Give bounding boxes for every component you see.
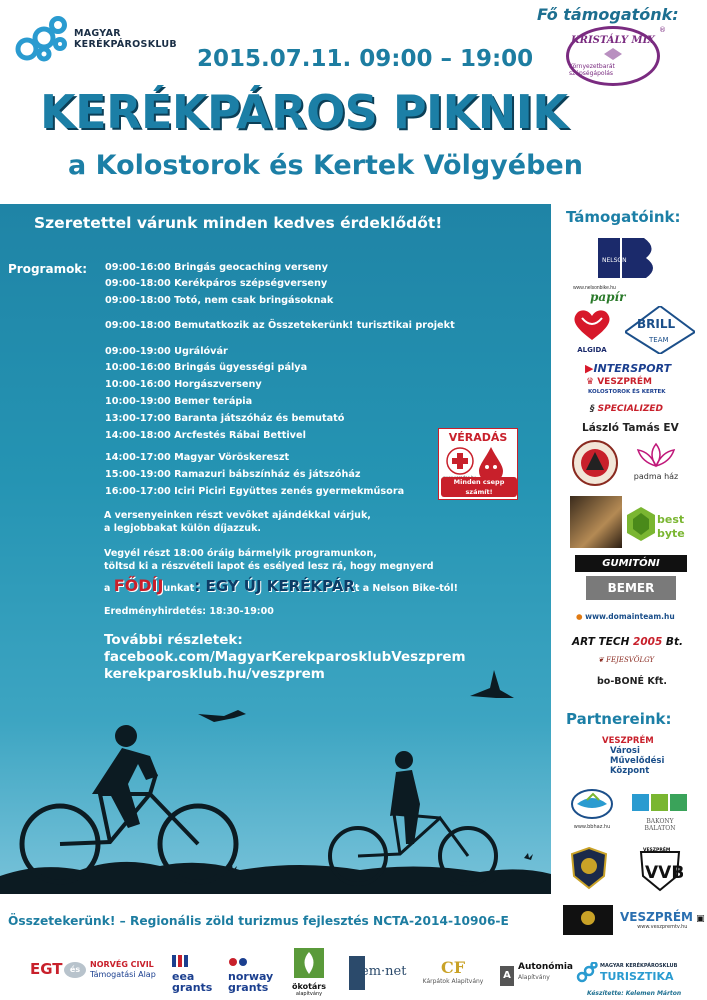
cyclists-silhouette	[0, 644, 551, 894]
more-info: További részletek: facebook.com/MagyarKerekparosklubVeszprem kerekparosklub.hu/veszprem	[104, 632, 466, 682]
crystal-icon	[604, 48, 622, 60]
program-panel	[0, 204, 551, 894]
program-item: 15:00-19:00 Ramazuri bábszínház és játszóház	[105, 469, 361, 480]
kristaly-mix-logo	[566, 26, 666, 86]
program-item: 09:00-18:00 Kerékpáros szépségverseny	[105, 278, 328, 289]
crown-icon: ♛	[586, 377, 598, 387]
veszprem-kolostor-sub: KOLOSTOROK ÉS KERTEK	[588, 389, 666, 395]
es-badge: és	[64, 962, 86, 978]
program-item: 16:00-17:00 Iciri Piciri Együttes zenés gyermekműsora	[105, 486, 405, 497]
website-link: kerekparosklub.hu/veszprem	[104, 666, 325, 682]
veszprem-kolostor-logo: ♛ VESZPRÉM	[586, 377, 652, 387]
sponsors-label: Támogatóink:	[566, 208, 681, 226]
partners-label: Partnereink:	[566, 710, 672, 728]
event-date: 2015.07.11. 09:00 – 19:00	[197, 46, 534, 72]
bo-bone-kft: bo-BONÉ Kft.	[597, 676, 667, 687]
main-prize-label: FŐDÍJ	[113, 576, 164, 595]
algida-logo: ALGIDA	[568, 308, 616, 352]
art-tech-logo: ART TECH 2005 Bt.	[572, 636, 683, 648]
police-badge-logo	[570, 846, 608, 890]
butterfly-icon	[524, 853, 533, 860]
vmk-logo: VESZPRÉM Városi Művelődési Központ	[602, 736, 665, 776]
egt-logo: EGT	[30, 960, 63, 978]
eea-grants-logo: eea grants	[172, 952, 222, 992]
svg-text:BRILL: BRILL	[637, 317, 676, 331]
veszprem-tv-logo: VESZPRÉM ▣ www.veszpremtv.hu	[620, 910, 705, 930]
s-icon: §	[590, 404, 598, 414]
globe-icon: ●	[576, 612, 586, 621]
program-item: 14:00-17:00 Magyar Vöröskereszt	[105, 452, 290, 463]
program-item: 10:00-16:00 Bringás ügyességi pálya	[105, 362, 308, 373]
svg-text:NELSON: NELSON	[602, 257, 627, 264]
mk-turisztika-logo: MAGYAR KERÉKPÁROSKLUB TURISZTIKA	[576, 960, 702, 986]
padma-haz-logo: padma ház	[626, 442, 686, 488]
emnet-logo: em·net	[349, 956, 409, 990]
tv-icon: ▣	[693, 914, 705, 924]
program-item: 10:00-16:00 Horgászverseny	[105, 379, 262, 390]
program-item: 13:00-17:00 Baranta játszóház és bemutató	[105, 413, 345, 424]
program-item: 09:00-18:00 Totó, nem csak bringásoknak	[105, 295, 334, 306]
svg-text:byte: byte	[657, 527, 685, 540]
vvb-logo: VVB VESZPRÉM	[637, 846, 683, 892]
radio-logo	[563, 905, 613, 935]
welcome-text: Szeretettel várunk minden kedves érdeklődőt!	[34, 214, 443, 232]
nelson-logo	[598, 238, 660, 286]
main-sponsor-label: Fő támogatónk:	[537, 5, 679, 24]
facebook-link: facebook.com/MagyarKerekparosklubVeszprem	[104, 649, 466, 665]
svg-text:VVB: VVB	[645, 863, 683, 883]
club-name: MAGYAR KERÉKPÁROSKLUB	[74, 28, 177, 50]
main-prize-item: EGY ÚJ KERÉKPÁR	[205, 577, 355, 595]
specialized-logo: § SPECIALIZED	[590, 404, 664, 414]
cf-mark: CF	[440, 958, 466, 977]
program-item: 09:00-19:00 Ugrálóvár	[105, 346, 228, 357]
bbhaz-logo: www.bbhaz.hu	[566, 786, 618, 834]
flag-icon: ▶	[585, 362, 594, 375]
bakony-balaton-logo: BAKONY BALATON	[632, 794, 688, 834]
page-subtitle: a Kolostorok és Kertek Völgyében	[68, 150, 583, 181]
veradas-title: VÉRADÁS	[448, 431, 508, 444]
svg-text:best: best	[657, 513, 685, 526]
participation-note: Vegyél részt 18:00 óráig bármelyik programunkon, töltsd ki a részvételi lapot és esélyed lesz rá, hogy megnyerd	[104, 548, 434, 572]
papir-logo: papír	[590, 290, 626, 304]
autonomia-logo: A Autonómia Alapítvány	[500, 960, 570, 990]
kristaly-mix-tagline: Környezetbarát szépségápolás	[569, 63, 615, 77]
okotars-logo: ökotárs alapítvány	[291, 948, 327, 996]
gumitoni-logo: GUMITÓNI	[575, 555, 687, 572]
a-mark: A	[500, 966, 514, 986]
veradas-slogan: Minden csepp számít!	[441, 477, 517, 497]
club-circles-icon	[14, 16, 68, 62]
domainteam-logo: ● www.domainteam.hu	[576, 612, 675, 621]
competition-note: A versenyeinken részt vevőket ajándékkal várjuk, a legjobbakat külön díjazzuk.	[104, 510, 371, 534]
norveg-civil-logo: NORVÉG CIVIL Támogatási Alap	[90, 960, 156, 979]
page-title: KERÉKPÁROS PIKNIK	[40, 85, 568, 139]
best-byte-logo	[627, 505, 689, 545]
leaf-icon: ❦	[598, 656, 607, 664]
programs-label: Programok:	[8, 262, 88, 276]
program-item: 10:00-19:00 Bemer terápia	[105, 396, 253, 407]
norway-grants-logo: norway grants	[228, 952, 284, 992]
karpatok-logo: CF Kárpátok Alapítvány	[420, 958, 486, 994]
fejesvolgy-logo: ❦ FEJESVÖLGY	[598, 656, 655, 664]
laszlo-tamas-ev: László Tamás EV	[582, 422, 679, 434]
program-item: 09:00-18:00 Bemutatkozik az Összetekerünk! turisztikai projekt	[105, 320, 455, 331]
shop-photo	[570, 496, 622, 548]
project-title: Összetekerünk! – Regionális zöld turizmus fejlesztés NCTA-2014-10906-E	[8, 914, 509, 928]
flying-bird-icon	[198, 710, 246, 722]
credit-text: Készítette: Kelemen Márton	[587, 990, 682, 997]
registered-icon: ®	[659, 26, 666, 34]
bemer-logo: BEMER	[586, 576, 676, 600]
nelson-url: www.nelsonbike.hu	[573, 285, 616, 291]
program-item: 09:00-16:00 Bringás geocaching verseny	[105, 262, 328, 273]
results-time: Eredményhirdetés: 18:30-19:00	[104, 606, 274, 617]
svg-text:TEAM: TEAM	[649, 336, 669, 344]
program-item: 14:00-18:00 Arcfestés Rábai Bettivel	[105, 430, 306, 441]
club-logo	[14, 16, 189, 62]
kristaly-mix-name: KRISTÁLY MIX	[570, 35, 656, 46]
flying-bird-icon	[470, 670, 514, 698]
baranta-logo	[572, 440, 618, 486]
intersport-logo: ▶INTERSPORT	[585, 362, 672, 375]
prize-line: a FŐDÍJunkat: EGY ÚJ KERÉKPÁRt a Nelson Bike-tól!	[104, 576, 458, 595]
brill-team-logo	[625, 306, 695, 354]
veradas-logo	[438, 428, 518, 500]
